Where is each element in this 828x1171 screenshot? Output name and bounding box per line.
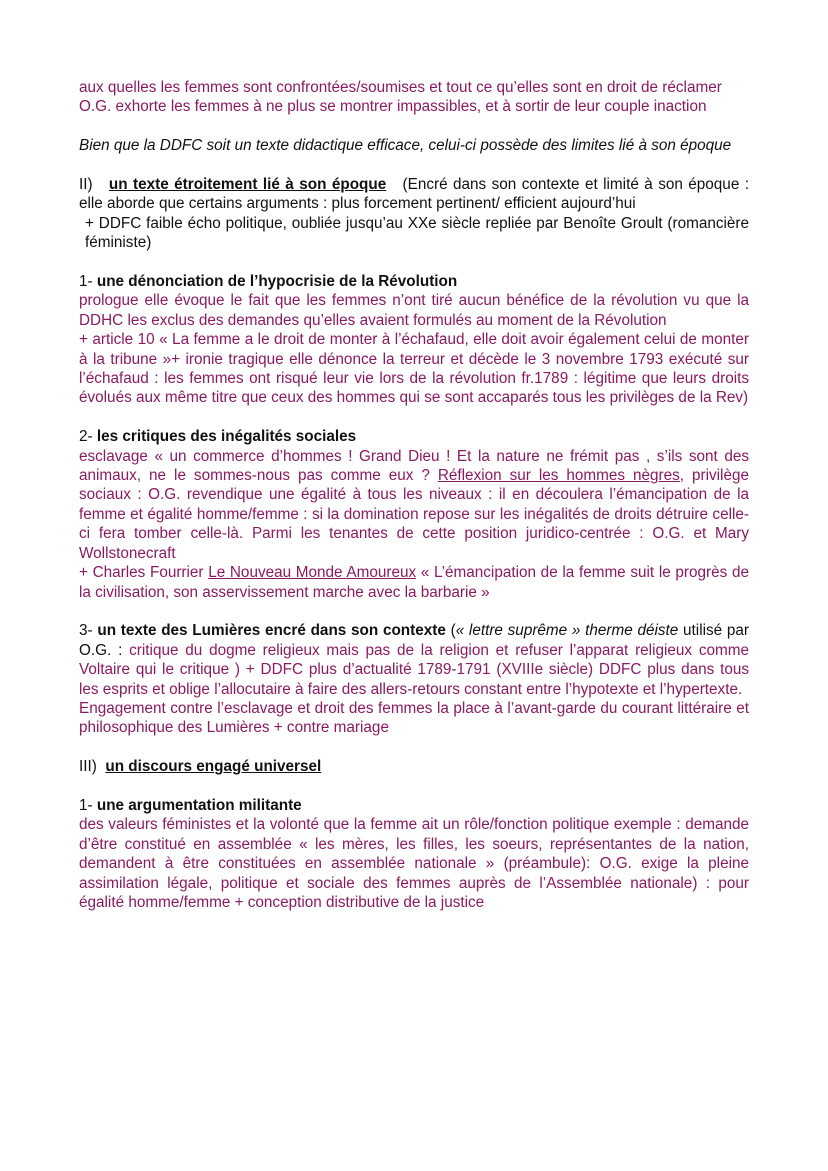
section-2-2-text-a: esclavage « un commerce d’hommes ! Grand Dieu ! Et la nature ne frémit pas , s’ils sont des animaux, ne le sommes-nous pas comme eux ? [79,447,749,485]
transition-sentence: Bien que la DDFC soit un texte didactique efficace, celui-ci possède des limites lié à son époque [79,137,732,155]
section-2-3-italic: « lettre suprême » therme déiste [455,622,679,640]
section-2-2-text-b: , privilège sociaux : O.G. revendique une égalité à tous les niveaux : il en découlera l’émancipation de la femme et égalité homme/femme : si la domination repose sur les inégalités de droits détruire celle-ci fera tomber celle-là. Parmi les tenantes de cette position juridico-centrée : O.G. et Mary Wollstonecraft [79,467,749,562]
intro-line-2: O.G. exhorte les femmes à ne plus se montrer impassibles, et à sortir de leur couple inaction [79,98,707,116]
part-3-number: III) [79,758,97,776]
section-2-3-number: 3- [79,622,93,640]
section-2-3-lead: utilisé par O.G. : [79,622,749,659]
part-3-title: un discours engagé universel [105,758,322,776]
section-2-3-title: un texte des Lumières encré dans son contexte [97,622,446,640]
section-2-2-text-c: + Charles Fourrier [79,564,209,582]
section-2-2-body-2 [79,563,749,602]
part-2-heading [79,175,749,214]
section-2-1-body-2: + article 10 « La femme a le droit de monter à l’échafaud, elle doit avoir également celui de monter à la tribune »+ ironie tragique elle dénonce la terreur et décède le 3 novembre 1793 exécuté sur l’échafaud : les femmes ont risqué leur vie lors de la révolution fr.1789 : légitime que leurs droits évolués aux même titre que ceux des hommes qui se sont accaparés tous les privilèges de la Rev) [79,331,749,407]
section-2-2-heading [79,427,749,446]
section-2-3-paren: ( [445,622,456,640]
section-2-3-paragraph [79,621,749,699]
section-3-1-heading [79,796,749,815]
section-2-3-body-2: Engagement contre l’esclavage et droit des femmes la place à l’avant-garde du courant littéraire et philosophique des Lumières + contre mariage [79,699,749,737]
section-2-2-number: 2- [79,428,93,446]
part-2-note: + DDFC faible écho politique, oubliée jusqu’au XXe siècle repliée par Benoîte Groult (romancière féministe) [85,214,749,252]
section-2-2-body [79,447,749,563]
section-2-1-title: une dénonciation de l’hypocrisie de la Révolution [96,273,458,291]
section-2-1-number: 1- [79,273,93,291]
section-2-2-text-d: « L’émancipation de la femme suit le progrès de la civilisation, son asservissement marche avec la barbarie » [79,564,749,601]
reference-title: Le Nouveau Monde Amoureux [208,564,417,582]
section-3-1-title: une argumentation militante [96,796,302,814]
section-2-3-body: critique du dogme religieux mais pas de la religion et refuser l’apparat religieux comme Voltaire qui le critique ) + DDFC plus d’actualité 1789-1791 (XVIIIe siècle) DDFC plus dans tous les esprits et oblige l’allocutaire à faire des allers-retours constant entre l’hypotexte et l’hypertexte. [79,641,749,698]
section-3-1-number: 1- [79,796,93,814]
part-2-title: un texte étroitement lié à son époque [108,176,387,193]
part-2-number: II) [79,176,93,193]
section-2-1-heading [79,272,749,291]
section-2-2-title: les critiques des inégalités sociales [96,428,357,446]
part-3-heading [79,757,749,776]
section-3-1-body: des valeurs féministes et la volonté que la femme ait un rôle/fonction politique exemple : demande d’être constitué en assemblée « les mères, les filles, les soeurs, représentantes de la nation, demandent à être constituées en assemblée nationale » (préambule): O.G. exige la pleine assimilation légale, politique et sociale des femmes auprès de l’Assemblée nationale) : pour égalité homme/femme + conception distributive de la justice [79,816,749,911]
section-2-1-body: prologue elle évoque le fait que les femmes n’ont tiré aucun bénéfice de la révolution vu que la DDHC les exclus des demandes qu’elles avaient formulés au moment de la Révolution [79,292,749,329]
intro-line-1: aux quelles les femmes sont confrontées/soumises et tout ce qu’elles sont en droit de réclamer [79,79,722,96]
document-page [79,78,749,912]
part-2-description: (Encré dans son contexte et limité à son époque : elle aborde que certains arguments : plus forcement pertinent/ efficient aujourd’hui [79,176,750,213]
reference-title: Réflexion sur les hommes nègres [437,467,680,485]
